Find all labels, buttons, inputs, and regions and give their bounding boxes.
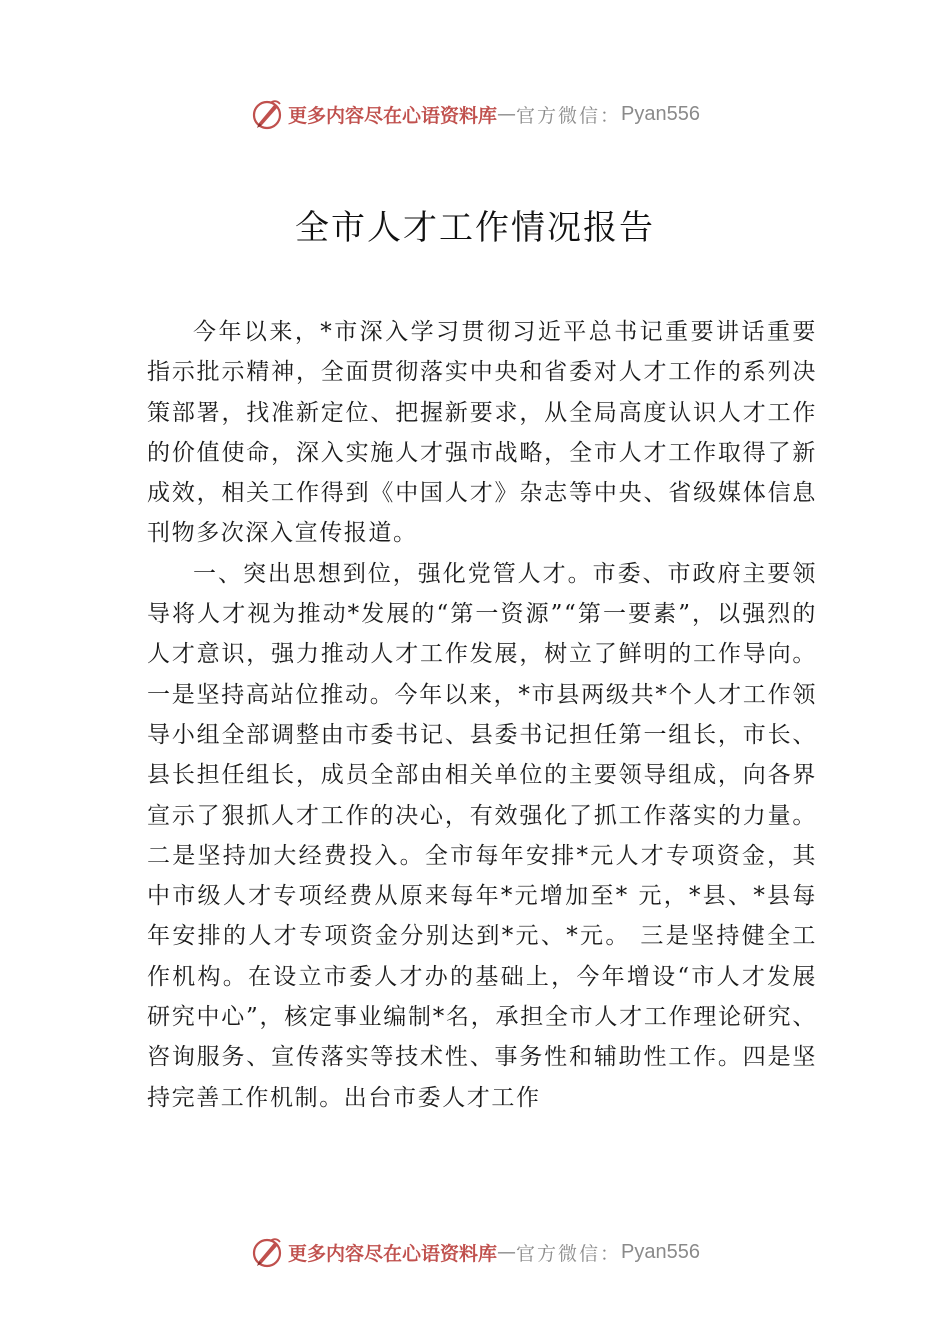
paragraph-section-one: 一、突出思想到位，强化党管人才。市委、市政府主要领导将人才视为推动*发展的“第一资源”“第一要素”，以强烈的人才意识，强力推动人才工作发展，树立了鲜明的工作导向。一是坚持高站位推动。今年以来，*市县两级共*个人才工作领导小组全部调整由市委书记、县委书记担任第一组长，市长、县长担任组长，成员全部由相关单位的主要领导组成，向各界宣示了狠抓人才工作的决心，有效强化了抓工作落实的力量。二是坚持加大经费投入。全市每年安排*元人才专项资金，其中市级人才专项经费从原来每年*元增加至* 元，*县、*县每年安排的人才专项资金分别达到*元、*元。 三是坚持健全工作机构。在设立市委人才办的基础上，今年增设“市人才发展研究中心”，核定事业编制*名，承担全市人才工作理论研究、咨询服务、宣传落实等技术性、事务性和辅助性工作。四是坚持完善工作机制。出台市委人才工作 (147, 560, 817, 1111)
banner-wechat-label: 官方微信： (516, 104, 622, 127)
pen-logo-icon (250, 97, 284, 131)
paragraph-intro: 今年以来，*市深入学习贯彻习近平总书记重要讲话重要指示批示精神，全面贯彻落实中央和省委对人才工作的系列决策部署，找准新定位、把握新要求，从全局高度认识人才工作的价值使命，深入实施人才强市战略，全市人才工作取得了新成效，相关工作得到《中国人才》杂志等中央、省级媒体信息刊物多次深入宣传报道。 (147, 319, 817, 547)
banner-wechat-label: 官方微信： (516, 1242, 622, 1265)
footer-banner (0, 1232, 950, 1272)
pen-logo-icon (250, 1235, 284, 1269)
banner-site-text: 更多内容尽在心语资料库 (288, 1242, 498, 1265)
document-title: 全市人才工作情况报告 (295, 208, 655, 248)
banner-wechat-id: Pyan556 (621, 1240, 700, 1263)
banner-separator: — (497, 103, 517, 125)
header-banner (0, 94, 950, 134)
banner-site-text: 更多内容尽在心语资料库 (288, 104, 498, 127)
banner-wechat-id: Pyan556 (621, 102, 700, 125)
document-body (147, 312, 817, 1118)
banner-separator: — (497, 1241, 517, 1263)
